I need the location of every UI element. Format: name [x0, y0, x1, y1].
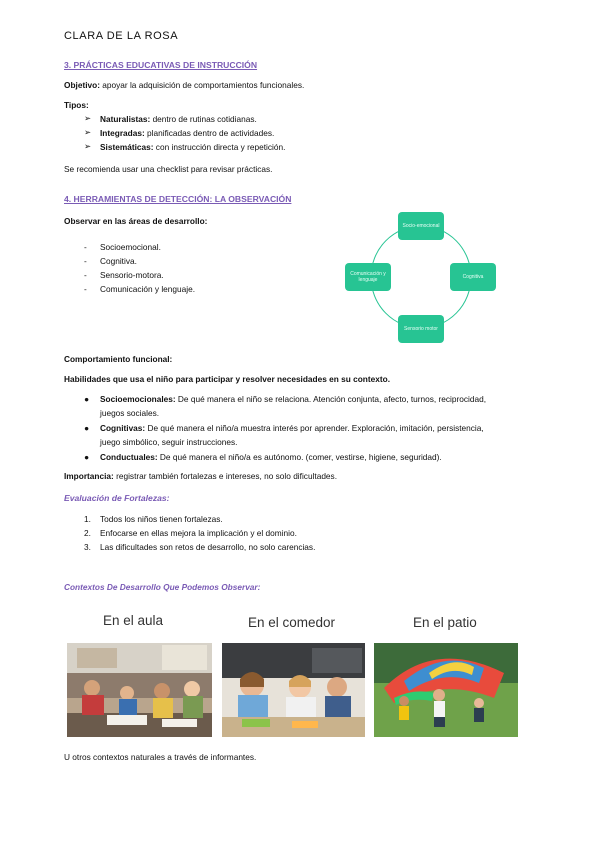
comportamiento-label: Comportamiento funcional:: [64, 354, 173, 364]
objetivo-text: apoyar la adquisición de comportamientos funcionales.: [99, 80, 305, 90]
list-number: 1.: [84, 514, 91, 524]
playground-photo: [374, 643, 518, 737]
area-item: Cognitiva.: [100, 256, 137, 266]
dash-bullet: -: [84, 242, 87, 252]
contextos-title: Contextos De Desarrollo Que Podemos Observar:: [64, 582, 261, 592]
behavior-item-text: De qué manera el niño se relaciona. Atención conjunta, afecto, turnos, reciprocidad,: [175, 394, 487, 404]
section-3-title: 3. PRÁCTICAS EDUCATIVAS DE INSTRUCCIÓN: [64, 60, 258, 70]
context-label-aula: En el aula: [103, 613, 164, 628]
dash-bullet: -: [84, 256, 87, 266]
behavior-item-text: De qué manera el niño/a es autónomo. (comer, vestirse, higiene, seguridad).: [157, 452, 442, 462]
behavior-item: [100, 423, 484, 433]
behavior-item-text: De qué manera el niño/a muestra interés por aprender. Exploración, imitación, persistencia,: [145, 423, 484, 433]
dot-bullet: ●: [84, 452, 90, 462]
author-header: CLARA DE LA ROSA: [64, 30, 179, 42]
tipos-item-label: Naturalistas:: [100, 114, 151, 124]
list-number: 2.: [84, 528, 91, 538]
areas-label: Observar en las áreas de desarrollo:: [64, 216, 208, 226]
area-item: Sensorio-motora.: [100, 270, 164, 280]
behavior-item-label: Cognitivas:: [100, 423, 146, 433]
diagram-node-sensorio-motor: Sensorio motor: [398, 315, 444, 343]
behavior-item-continuation: juegos sociales.: [100, 408, 160, 418]
tipos-item-label: Sistemáticas:: [100, 142, 154, 152]
list-number: 3.: [84, 542, 91, 552]
tipos-item: [100, 114, 257, 124]
behavior-item: [100, 452, 442, 462]
arrow-bullet-icon: ➢: [84, 141, 91, 151]
importancia-label: Importancia:: [64, 471, 114, 481]
dot-bullet: ●: [84, 394, 90, 404]
tipos-item-label: Integradas:: [100, 128, 145, 138]
informantes-note: U otros contextos naturales a través de informantes.: [64, 752, 257, 762]
section-4-title: 4. HERRAMIENTAS DE DETECCIÓN: LA OBSERVACIÓN: [64, 194, 292, 204]
area-item: Socioemocional.: [100, 242, 161, 252]
diagram-node-socioemocional: Socio-emocional: [398, 212, 444, 240]
area-item: Comunicación y lenguaje.: [100, 284, 196, 294]
checklist-note: Se recomienda usar una checklist para revisar prácticas.: [64, 164, 273, 174]
fortaleza-item: Enfocarse en ellas mejora la implicación y el dominio.: [100, 528, 297, 538]
behavior-item-label: Socioemocionales:: [100, 394, 176, 404]
tipos-item-text: con instrucción directa y repetición.: [153, 142, 286, 152]
dash-bullet: -: [84, 270, 87, 280]
diagram-node-comunicacion: Comunicación y lenguaje: [345, 263, 391, 291]
habilidades-text: Habilidades que usa el niño para participar y resolver necesidades en su contexto.: [64, 374, 390, 384]
importancia-text: registrar también fortalezas e intereses, no solo dificultades.: [113, 471, 338, 481]
context-label-comedor: En el comedor: [248, 615, 336, 630]
arrow-bullet-icon: ➢: [84, 127, 91, 137]
fortaleza-item: Todos los niños tienen fortalezas.: [100, 514, 223, 524]
fortalezas-title: Evaluación de Fortalezas:: [64, 493, 170, 503]
context-label-patio: En el patio: [413, 615, 477, 630]
objetivo-line: [64, 80, 304, 91]
behavior-item-label: Conductuales:: [100, 452, 158, 462]
fortaleza-item: Las dificultades son retos de desarrollo, no solo carencias.: [100, 542, 316, 552]
tipos-item-text: dentro de rutinas cotidianas.: [150, 114, 257, 124]
cafeteria-photo: [222, 643, 365, 737]
behavior-item-continuation: juego simbólico, seguir instrucciones.: [100, 437, 238, 447]
tipos-item-text: planificadas dentro de actividades.: [144, 128, 275, 138]
arrow-bullet-icon: ➢: [84, 113, 91, 123]
behavior-item: [100, 394, 486, 404]
dot-bullet: ●: [84, 423, 90, 433]
diagram-node-cognitiva: Cognitiva: [450, 263, 496, 291]
tipos-item: [100, 142, 285, 152]
classroom-photo: [67, 643, 212, 737]
importancia-line: [64, 471, 337, 482]
tipos-item: [100, 128, 274, 138]
tipos-label: Tipos:: [64, 100, 89, 110]
dash-bullet: -: [84, 284, 87, 294]
objetivo-label: Objetivo:: [64, 80, 100, 90]
